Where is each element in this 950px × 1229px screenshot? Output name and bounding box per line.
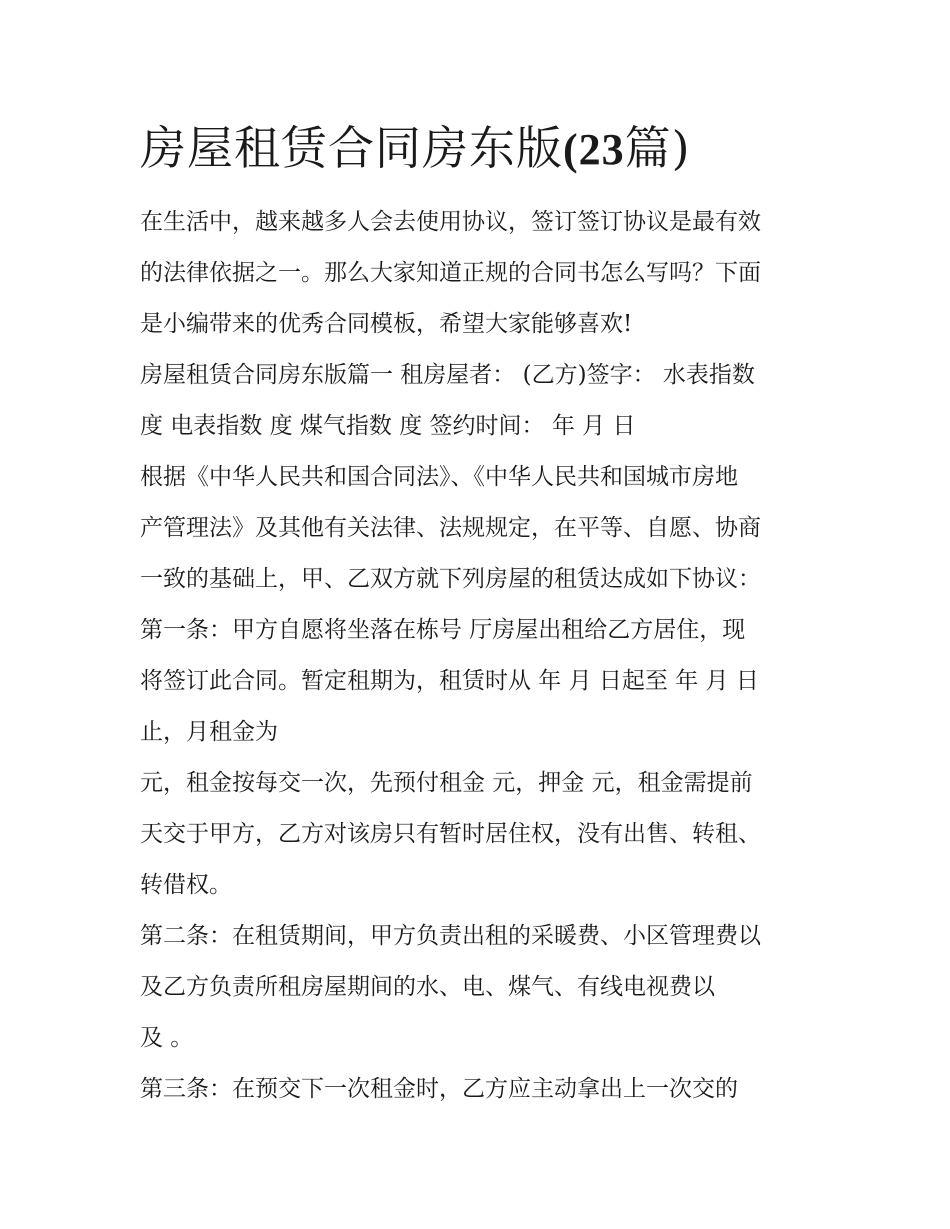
paragraph-line: 及 。 — [140, 1025, 194, 1051]
paragraph-line: 及乙方负责所租房屋期间的水、电、煤气、有线电视费以 — [140, 974, 715, 1000]
title-main: 房屋租赁合同房东版 — [140, 121, 563, 175]
paragraph-line: 第一条：甲方自愿将坐落在栋号 厅房屋出租给乙方居住，现 — [140, 617, 746, 643]
paragraph-line: 房屋租赁合同房东版篇一 租房屋者： (乙方)签字： 水表指数 — [140, 362, 755, 388]
paragraph-line: 度 电表指数 度 煤气指数 度 签约时间： 年 月 日 — [140, 413, 636, 439]
paragraph-line: 元，租金按每交一次，先预付租金 元，押金 元，租金需提前 — [140, 770, 753, 796]
paragraph-line: 的法律依据之一。那么大家知道正规的合同书怎么写吗？下面 — [140, 260, 761, 286]
paragraph-line: 转借权。 — [140, 872, 232, 898]
paragraph-line: 根据《中华人民共和国合同法》、《中华人民共和国城市房地 — [140, 464, 738, 490]
title-tail: 篇) — [624, 121, 691, 175]
paragraph-line: 天交于甲方，乙方对该房只有暂时居住权，没有出售、转租、 — [140, 821, 761, 847]
paragraph-line: 第二条：在租赁期间，甲方负责出租的采暖费、小区管理费以 — [140, 923, 761, 949]
paragraph-line: 是小编带来的优秀合同模板，希望大家能够喜欢! — [140, 311, 633, 337]
title-count: (23 — [563, 125, 625, 174]
paragraph-line: 将签订此合同。暂定租期为，租赁时从 年 月 日起至 年 月 日 — [140, 668, 759, 694]
document-title — [140, 118, 691, 180]
paragraph-line: 在生活中，越来越多人会去使用协议，签订签订协议是最有效 — [140, 209, 761, 235]
paragraph-line: 产管理法》及其他有关法律、法规规定，在平等、自愿、协商 — [140, 515, 761, 541]
paragraph-line: 一致的基础上，甲、乙双方就下列房屋的租赁达成如下协议： — [140, 566, 761, 592]
paragraph-line: 止，月租金为 — [140, 719, 278, 745]
paragraph-line: 第三条：在预交下一次租金时，乙方应主动拿出上一次交的 — [140, 1076, 738, 1102]
